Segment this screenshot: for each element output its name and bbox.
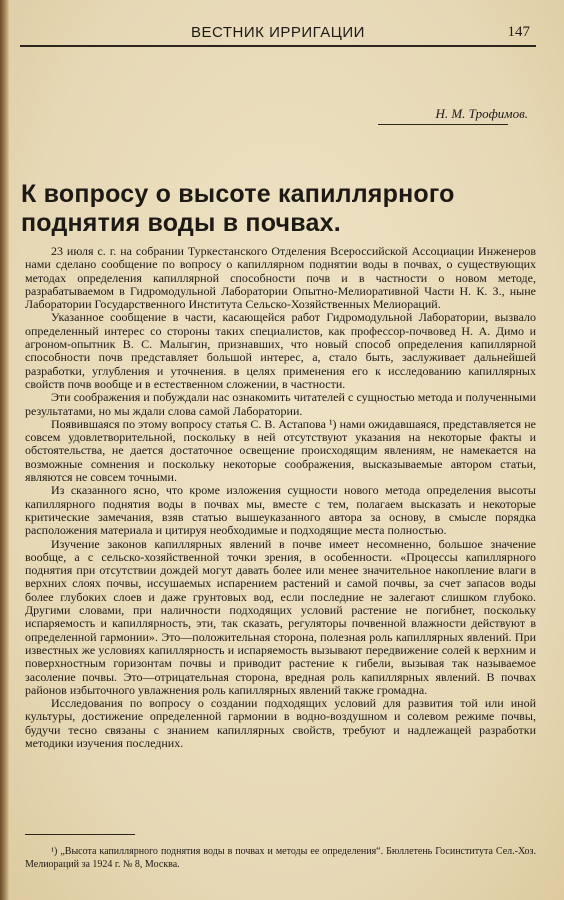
paragraph: Указанное сообщение в части, касающейся работ Гидромодульной Лаборатории, вызвало определенный интерес со стороны таких специалистов, как профессор-почвовед Н. А. Димо и агроном-опытник В. С. Малыгин, признавших, что новый способ определения капиллярной способности почв представляет большой интерес, а, стало быть, заслуживает дальнейшей разработки, углубления и уточнения. в целях применения его к исследованию капиллярных свойств почв вообще и в естественном сложении, в частности.: [25, 310, 536, 391]
book-spine-edge: [0, 0, 9, 900]
paragraph: Из сказанного ясно, что кроме изложения сущности нового метода определения высоты капиллярного поднятия воды в почвах мы, вместе с тем, полагаем высказать и некоторые критические замечания, взяв статью вышеуказанного автора за основу, в смысле порядка расположения материала и цитируя необходимые и подходящие места полностью.: [25, 483, 536, 538]
paragraph: Изучение законов капиллярных явлений в почве имеет несомненно, большое значение вообще, а с сельско-хозяйственной точки зрения, в особенности. «Процессы капиллярного поднятия при отсутствии дождей могут давать более или менее значительное накопление влаги в верхних слоях почвы, иссушаемых испарением растений и самой почвы, за счет запасов воды более глубоких слоев и даже грунтовых вод, если последние не залегают слишком глубоко. Другими словами, при наличности подходящих условий растение не погибнет, поскольку испаряемость и капиллярность, эти, так сказать, регуляторы почвенной влажности действуют в определенной гармонии». Это—положительная сторона, полезная роль капиллярных явлений. При известных же условиях капиллярность и испаряемость вызывают передвижение солей к верхним и поверхностным горизонтам почвы и приводит растение к гибели, вызывая так называемое засоление почвы. Это—отрицательная сторона, вредная роль капиллярных явлений. В почвах районов избыточного увлажнения роль капиллярных явлений также громадна.: [25, 536, 536, 697]
paragraph: Эти соображения и побуждали нас ознакомить читателей с сущностью метода и полученными результатами, но мы ждали слова самой Лаборатории.: [25, 390, 536, 418]
page-number: 147: [507, 24, 530, 40]
journal-title: ВЕСТНИК ИРРИГАЦИИ: [191, 24, 365, 41]
article-author: Н. М. Трофимов.: [435, 106, 528, 121]
paragraph: Исследования по вопросу о создании подходящих условий для развития той или иной культуры, достижение определенной гармонии в водно-воздушном и солевом режиме почвы, будучи тесно связаны с знанием капиллярных свойств, требуют и надлежащей разработки методики изучения последних.: [25, 696, 536, 750]
footnote: ¹) „Высота капиллярного поднятия воды в почвах и методы ее определения“. Бюллетень Госинститута Сел.-Хоз. Мелиораций за 1924 г. № 8, Москва.: [25, 846, 536, 870]
author-underline: [378, 124, 508, 125]
article-body: [25, 245, 536, 750]
footnote-rule: [25, 834, 135, 835]
header-rule: [20, 45, 536, 47]
paragraph: Появившаяся по этому вопросу статья С. В. Астапова ¹) нами ожидавшаяся, представляется не совсем удовлетворительной, поскольку в ней отсутствуют указания на некоторые факты и обстоятельства, не дается достаточное освещение происходящим явлениям, не намекается на возможные сомнения и поскольку некоторые соображения, высказываемые автором статьи, являются не совсем точными.: [25, 416, 536, 485]
running-header: [20, 22, 536, 44]
article-title: К вопросу о высоте капиллярного поднятия воды в почвах.: [21, 180, 455, 237]
paragraph: 23 июля с. г. на собрании Туркестанского Отделения Всероссийской Ассоциации Инженеров нами сделано сообщение по вопросу о капиллярном поднятии воды в почвах, о существующих методах определения капиллярной способности почв и в частности о новом методе, разрабатываемом в Гидромодульной Лаборатории Опытно-Мелиоративной Части Н. К. З., ныне Лаборатории Государственного Института Сельско-Хозяйственных Мелиораций.: [25, 244, 536, 312]
